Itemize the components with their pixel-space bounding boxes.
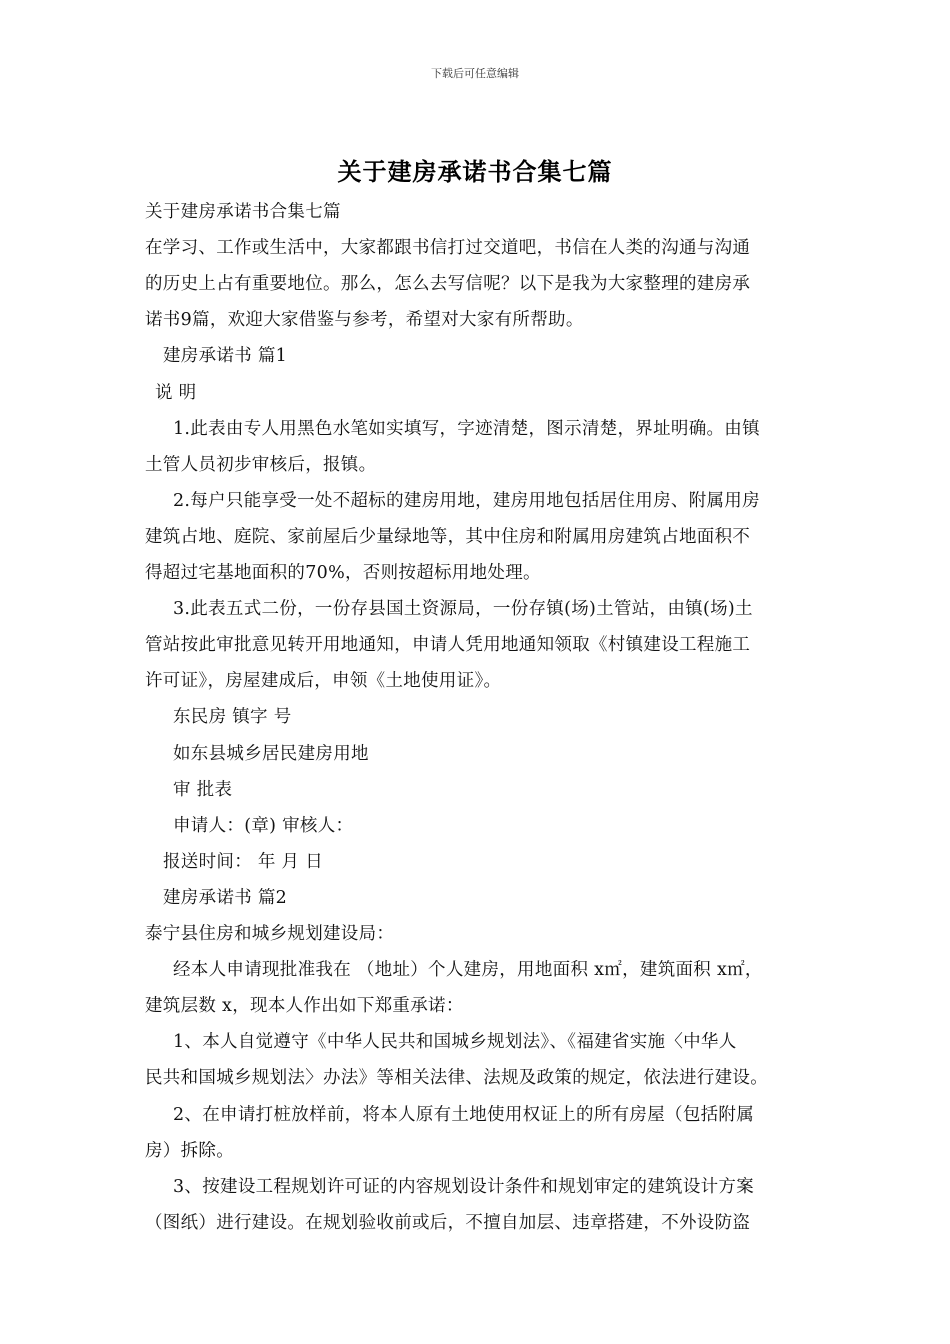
body-line: 民共和国城乡规划法〉办法》等相关法律、法规及政策的规定，依法进行建设。 <box>145 1068 768 1089</box>
body-line: 3.此表五式二份，一份存县国土资源局，一份存镇(场)土管站，由镇(场)土 <box>173 599 753 620</box>
body-line: （图纸）进行建设。在规划验收前或后，不擅自加层、违章搭建，不外设防盗 <box>145 1212 751 1233</box>
body-line: 泰宁县住房和城乡规划建设局： <box>145 924 395 944</box>
body-line: 经本人申请现批准我在 （地址）个人建房，用地面积 x㎡，建筑面积 x㎡， <box>173 960 763 981</box>
body-line: 房）拆除。 <box>145 1140 234 1161</box>
body-line: 说 明 <box>155 382 197 403</box>
body-line: 报送时间： 年 月 日 <box>163 851 323 872</box>
body-line: 建筑占地、庭院、家前屋后少量绿地等，其中住房和附属用房建筑占地面积不 <box>145 526 751 547</box>
header-note: 下载后可任意编辑 <box>431 67 519 80</box>
body-line: 3、按建设工程规划许可证的内容规划设计条件和规划审定的建筑设计方案 <box>173 1176 755 1197</box>
body-line: 东民房 镇字 号 <box>173 707 292 728</box>
body-line: 1、本人自觉遵守《中华人民共和国城乡规划法》、《福建省实施〈中华人 <box>173 1032 737 1053</box>
body-line: 审 批表 <box>173 779 233 800</box>
body-line: 1.此表由专人用黑色水笔如实填写，字迹清楚，图示清楚，界址明确。由镇 <box>173 418 760 439</box>
body-line: 得超过宅基地面积的70%，否则按超标用地处理。 <box>145 563 541 583</box>
document-title: 关于建房承诺书合集七篇 <box>337 157 613 186</box>
body-line: 土管人员初步审核后，报镇。 <box>145 454 377 475</box>
body-line: 如东县城乡居民建房用地 <box>173 743 369 764</box>
body-line: 建房承诺书 篇2 <box>163 887 288 908</box>
body-line: 的历史上占有重要地位。那么，怎么去写信呢？以下是我为大家整理的建房承 <box>145 274 751 295</box>
body-line: 诺书9篇，欢迎大家借鉴与参考，希望对大家有所帮助。 <box>145 310 584 331</box>
body-line: 2.每户只能享受一处不超标的建房用地，建房用地包括居住用房、附属用房 <box>173 490 760 511</box>
body-line: 建房承诺书 篇1 <box>163 346 288 367</box>
body-line: 在学习、工作或生活中，大家都跟书信打过交道吧，书信在人类的沟通与沟通 <box>145 238 751 259</box>
body-line: 管站按此审批意见转开用地通知，申请人凭用地通知领取《村镇建设工程施工 <box>145 635 751 656</box>
body-line: 2、在申请打桩放样前，将本人原有土地使用权证上的所有房屋（包括附属 <box>173 1104 755 1125</box>
body-line: 许可证》，房屋建成后，申领《土地使用证》。 <box>145 671 502 692</box>
body-line: 申请人：(章) 审核人： <box>173 815 354 836</box>
body-line: 关于建房承诺书合集七篇 <box>145 202 341 222</box>
body-line: 建筑层数 x，现本人作出如下郑重承诺： <box>145 996 464 1017</box>
